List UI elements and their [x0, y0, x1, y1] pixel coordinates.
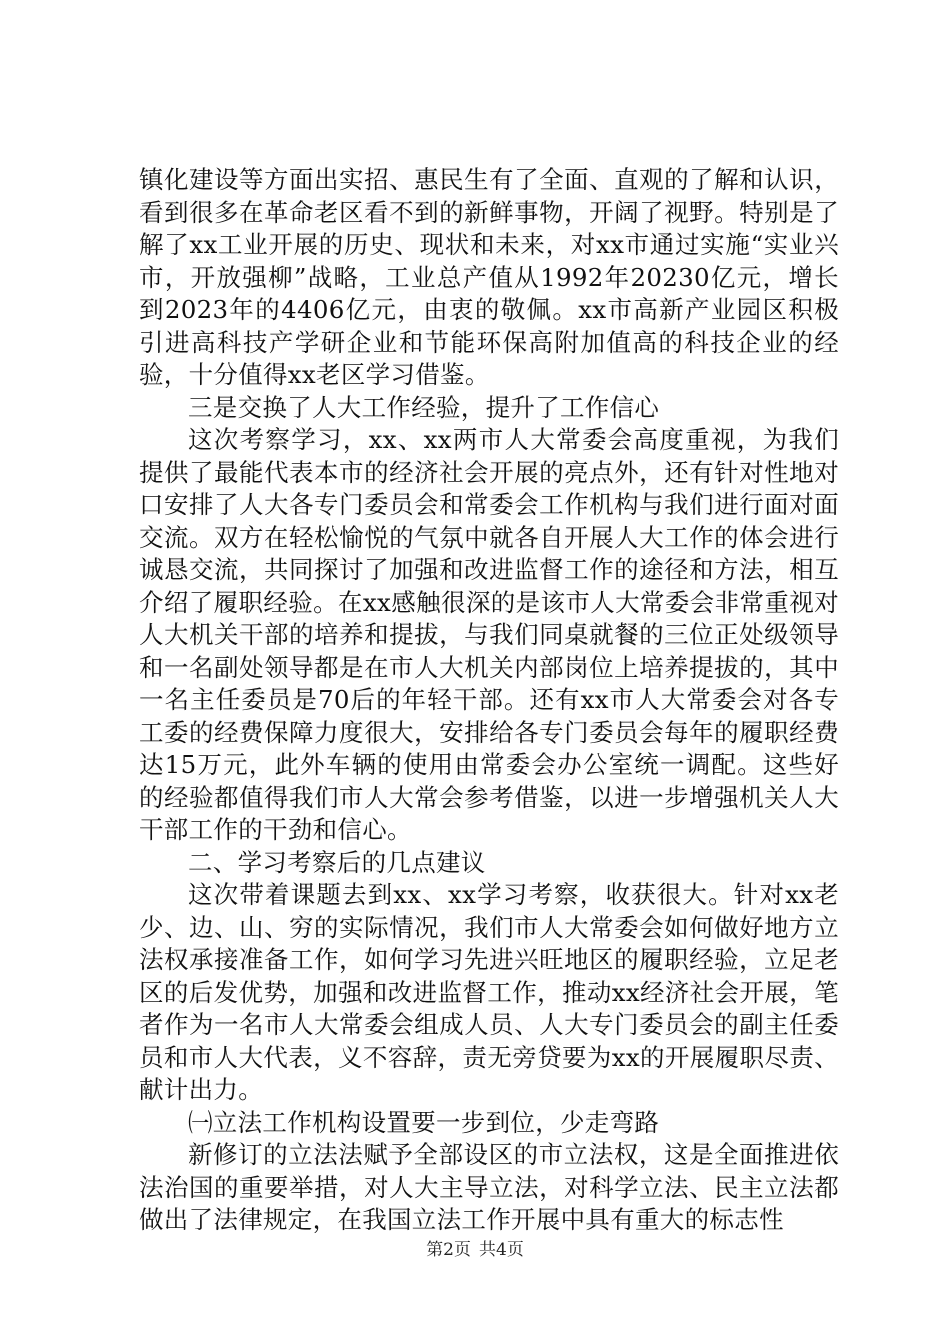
document-body: [139, 164, 839, 1237]
subsection-heading-1: ㈠立法工作机构设置要一步到位，少走弯路: [188, 1107, 660, 1137]
page-footer: [0, 1239, 950, 1261]
page-total: 共4页: [479, 1240, 524, 1260]
paragraph-3: 这次带着课题去到xx、xx学习考察，收获很大。针对xx老少、边、山、穷的实际情况，我们市人大常委会如何做好地方立法权承接准备工作，如何学习先进兴旺地区的履职经验，立足老区的后发优势，加强和改进监督工作，推动xx经济社会开展，笔者作为一名市人大常委会组成人员、人大专门委员会的副主任委员和市人大代表，义不容辞，责无旁贷要为xx的开展履职尽责、献计出力。: [139, 880, 839, 1104]
paragraph-4: 新修订的立法法赋予全部设区的市立法权，这是全面推进依法治国的重要举措，对人大主导立法，对科学立法、民主立法都做出了法律规定，在我国立法工作开展中具有重大的标志性: [139, 1140, 839, 1234]
section-heading-3: 三是交换了人大工作经验，提升了工作信心: [188, 392, 660, 422]
paragraph-2: 这次考察学习，xx、xx两市人大常委会高度重视，为我们提供了最能代表本市的经济社会开展的亮点外，还有针对性地对口安排了人大各专门委员会和常委会工作机构与我们进行面对面交流。双方在轻松愉悦的气氛中就各自开展人大工作的体会进行诚恳交流，共同探讨了加强和改进监督工作的途径和方法，相互介绍了履职经验。在xx感触很深的是该市人大常委会非常重视对人大机关干部的培养和提拔，与我们同桌就餐的三位正处级领导和一名副处领导都是在市人大机关内部岗位上培养提拔的，其中一名主任委员是70后的年轻干部。还有xx市人大常委会对各专工委的经费保障力度很大，安排给各专门委员会每年的履职经费达15万元，此外车辆的使用由常委会办公室统一调配。这些好的经验都值得我们市人大常会参考借鉴，以进一步增强机关人大干部工作的干劲和信心。: [139, 425, 839, 844]
page-number: 第2页: [426, 1240, 471, 1260]
paragraph-1: 镇化建设等方面出实招、惠民生有了全面、直观的了解和认识，看到很多在革命老区看不到的新鲜事物，开阔了视野。特别是了解了xx工业开展的历史、现状和未来，对xx市通过实施“实业兴市，开放强柳”战略，工业总产值从1992年20230亿元，增长到2023年的4406亿元，由衷的敬佩。xx市高新产业园区积极引进高科技产学研企业和节能环保高附加值高的科技企业的经验，十分值得xx老区学习借鉴。: [139, 165, 839, 389]
section-heading-2: 二、学习考察后的几点建议: [188, 847, 486, 877]
